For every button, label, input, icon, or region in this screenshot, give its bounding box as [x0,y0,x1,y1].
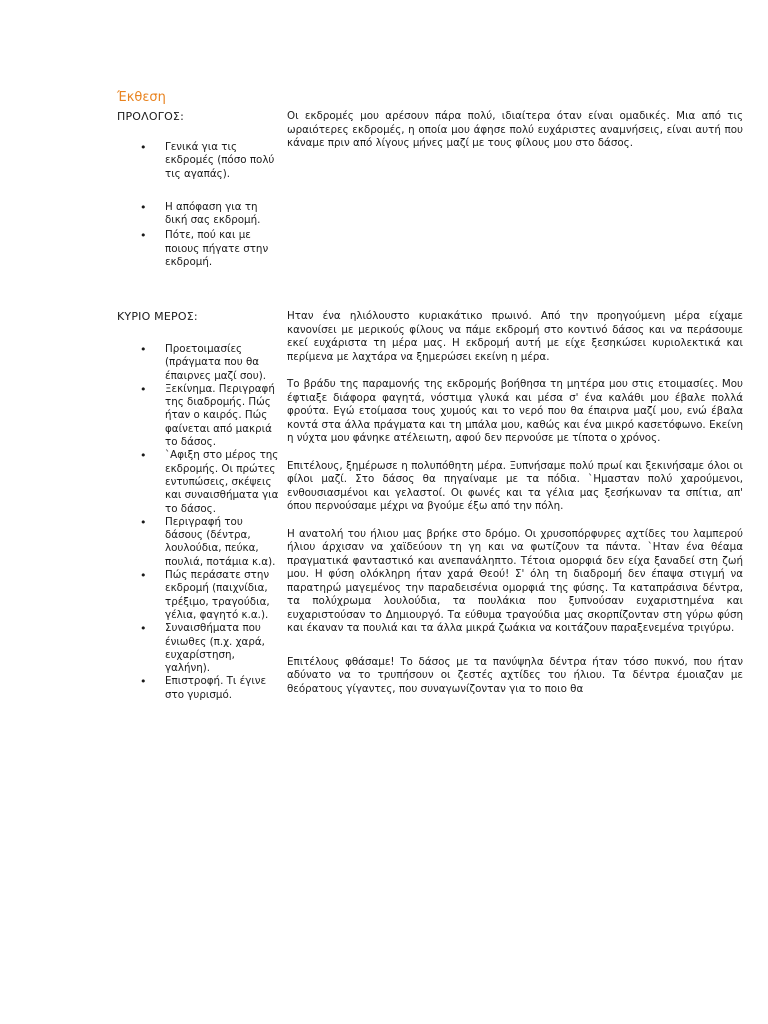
document-title: Έκθεση [117,90,166,105]
outline-point: • Ξεκίνημα. Περιγραφή της διαδρομής. Πώς ήταν ο καιρός. Πώς φαίνεται από μακριά το δάσος. [117,383,282,449]
essay-paragraph: Ηταν ένα ηλιόλουστο κυριακάτικο πρωινό. Από την προηγούμενη μέρα είχαμε κανονίσει με μερικούς φίλους να πάμε εκδρομή στο κοντινό δάσος και να περάσουμε εκεί ευχάριστα τη μέρα μας. Η εκδρομή αυτή με είχε ξεσηκώσει κυριολεκτικά και περίμενα με λαχτάρα να ξημερώσει εκείνη η μέρα. [287,310,743,363]
main-text [287,310,743,696]
main-outline [117,343,282,702]
outline-point: • Η απόφαση για τη δική σας εκδρομή. [117,201,282,228]
outline-point: • `Αφιξη στο μέρος της εκδρομής. Οι πρώτες εντυπώσεις, σκέψεις και συναισθήματα για το δάσος. [117,449,282,515]
essay-paragraph: Επιτέλους, ξημέρωσε η πολυπόθητη μέρα. Ξυπνήσαμε πολύ πρωί και ξεκινήσαμε όλοι οι φίλοι μαζί. Στο δάσος θα πηγαίναμε με τα πόδια. `Ημασταν πολύ χαρούμενοι, ενθουσιασμένοι και γελαστοί. Οι φωνές και τα γέλια μας ξεσήκωναν τα σπίτια, απ' όπου περνούσαμε μέχρι να βγούμε έξω από την πόλη. [287,459,743,512]
prologue-label: ΠΡΟΛΟΓΟΣ: [117,110,184,123]
prologue-text [287,110,743,151]
prologue-section [117,110,743,290]
essay-paragraph: Οι εκδρομές μου αρέσουν πάρα πολύ, ιδιαίτερα όταν είναι ομαδικές. Μια από τις ωραιότερες εκδρομές, η οποία μου άφησε πολύ ευχάριστες αναμνήσεις, είναι αυτή που κάναμε πριν από λίγους μήνες μαζί με τους φίλους μου στο δάσος. [287,110,743,149]
outline-point: • Συναισθήματα που ένιωθες (π.χ. χαρά, ευχαρίστηση, γαλήνη). [117,622,282,675]
outline-point: • Πώς περάσατε στην εκδρομή (παιχνίδια, τρέξιμο, τραγούδια, γέλια, φαγητό κ.α.). [117,569,282,622]
essay-paragraph: Η ανατολή του ήλιου μας βρήκε στο δρόμο. Οι χρυσοπόρφυρες αχτίδες του λαμπερού ήλιου άρχισαν να χαϊδεύουν τη γη και να φωτίζουν τα πάντα. `Ηταν ένα θέαμα πραγματικά φανταστικό και ανεπανάληπτο. Τέτοια ομορφιά δεν είχα ξαναδεί στη ζωή μου. Η φύση ολόκληρη ήταν χαρά Θεού! Σ' όλη τη διαδρομή δεν έπαψα στιγμή να παρατηρώ μαγεμένος την παραδεισένια ομορφιά της φύσης. Τα καταπράσινα δέντρα, τα πολύχρωμα λουλούδια, τα πουλάκια που ξυπνούσαν ευχαριστημένα και ευχαριστούσαν το Δημιουργό. Τα εύθυμα τραγούδια μας σκορπίζονταν στη γύρω φύση και έκαναν τα πουλιά και τα άλλα μικρά ζωάκια να κοιτάζουν παραξενεμένα τριγύρω. [287,527,743,634]
outline-point: • Περιγραφή του δάσους (δέντρα, λουλούδια, πεύκα, πουλιά, ποτάμια κ.α). [117,516,282,569]
essay-paragraph: Επιτέλους φθάσαμε! Το δάσος με τα πανύψηλα δέντρα ήταν τόσο πυκνό, που ήταν αδύνατο να το τρυπήσουν οι ζεστές αχτίδες του ήλιου. Τα δέντρα έμοιαζαν με θεόρατους γίγαντες, που συναγωνίζονταν για το ποιο θα [287,655,743,695]
main-section [117,310,743,910]
outline-point: • Πότε, πού και με ποιους πήγατε στην εκδρομή. [117,229,282,269]
outline-point: • Προετοιμασίες (πράγματα που θα έπαιρνες μαζί σου). [117,343,282,383]
essay-paragraph: Το βράδυ της παραμονής της εκδρομής βοήθησα τη μητέρα μου στις ετοιμασίες. Μου έφτιαξε διάφορα φαγητά, νόστιμα γλυκά και μέσα σ' ένα καλάθι μου έβαλε πολλά φρούτα. Εγώ ετοίμασα τους χυμούς και το νερό που θα έπαιρνα μαζί μου, ενώ έβαλα κοντά στα άλλα πράγματα και τη μπάλα μου, καθώς και ένα μικρό κασετόφωνο. Εκείνη η νύχτα μου φάνηκε ατέλειωτη, αφού δεν περνούσε με τίποτα ο χρόνος. [287,378,743,444]
outline-point: • Επιστροφή. Τι έγινε στο γυρισμό. [117,675,282,702]
main-label: ΚΥΡΙΟ ΜΕΡΟΣ: [117,310,198,323]
prologue-outline [117,141,282,269]
outline-point: • Γενικά για τις εκδρομές (πόσο πολύ τις αγαπάς). [117,141,282,181]
